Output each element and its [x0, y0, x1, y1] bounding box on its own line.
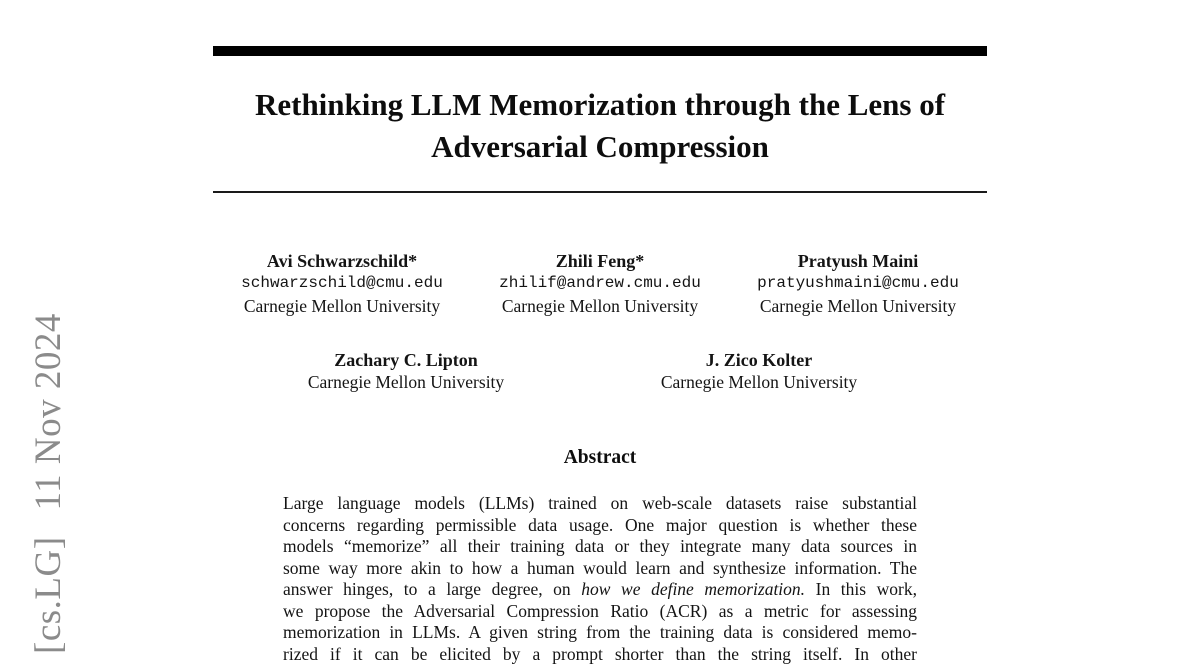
abstract-line: models “memorize” all their training data or they integrate many data sources in: [283, 536, 917, 558]
paper-title-line-2: Adversarial Compression: [0, 126, 1200, 168]
arxiv-watermark: [27, 313, 70, 654]
title-rule-bottom: [213, 191, 987, 193]
abstract-line-italic-segment: how we define memorization.: [581, 579, 805, 599]
title-rule-top: [213, 46, 987, 56]
author-card-lipton: [308, 349, 504, 393]
author-affiliation: Carnegie Mellon University: [213, 295, 471, 317]
abstract-line: concerns regarding permissible data usage. One major question is whether these: [283, 515, 917, 537]
abstract-line: some way more akin to how a human would learn and synthesize information. The: [283, 558, 917, 580]
author-name: Zhili Feng*: [471, 250, 729, 272]
author-name: Avi Schwarzschild*: [213, 250, 471, 272]
author-name: Pratyush Maini: [729, 250, 987, 272]
arxiv-category-label: [cs.LG]: [28, 536, 69, 654]
abstract-heading: Abstract: [0, 446, 1200, 470]
abstract-line: rized if it can be elicited by a prompt shorter than the string itself. In other: [283, 644, 917, 665]
author-affiliation: Carnegie Mellon University: [308, 371, 504, 393]
paper-title-line-1: Rethinking LLM Memorization through the Lens of: [0, 84, 1200, 126]
author-affiliation: Carnegie Mellon University: [729, 295, 987, 317]
author-name: J. Zico Kolter: [661, 349, 857, 371]
author-card-maini: [729, 250, 987, 317]
abstract-line: we propose the Adversarial Compression Ratio (ACR) as a metric for assessing: [283, 601, 917, 623]
author-card-feng: [471, 250, 729, 317]
abstract-line-segment: In this work,: [805, 579, 917, 599]
author-email: pratyushmaini@cmu.edu: [729, 272, 987, 295]
abstract-line-italic: [283, 579, 917, 601]
abstract-line: memorization in LLMs. A given string from the training data is considered memo-: [283, 622, 917, 644]
abstract-paragraph: [283, 493, 917, 665]
author-email: zhilif@andrew.cmu.edu: [471, 272, 729, 295]
author-affiliation: Carnegie Mellon University: [661, 371, 857, 393]
author-card-kolter: [661, 349, 857, 393]
author-affiliation: Carnegie Mellon University: [471, 295, 729, 317]
author-email: schwarzschild@cmu.edu: [213, 272, 471, 295]
arxiv-date-label: 11 Nov 2024: [28, 313, 69, 510]
paper-title: [0, 84, 1200, 168]
author-row-1: [213, 250, 987, 317]
author-name: Zachary C. Lipton: [308, 349, 504, 371]
author-card-schwarzschild: [213, 250, 471, 317]
abstract-line-segment: answer hinges, to a large degree, on: [283, 579, 581, 599]
abstract-line: Large language models (LLMs) trained on web-scale datasets raise substantial: [283, 493, 917, 515]
